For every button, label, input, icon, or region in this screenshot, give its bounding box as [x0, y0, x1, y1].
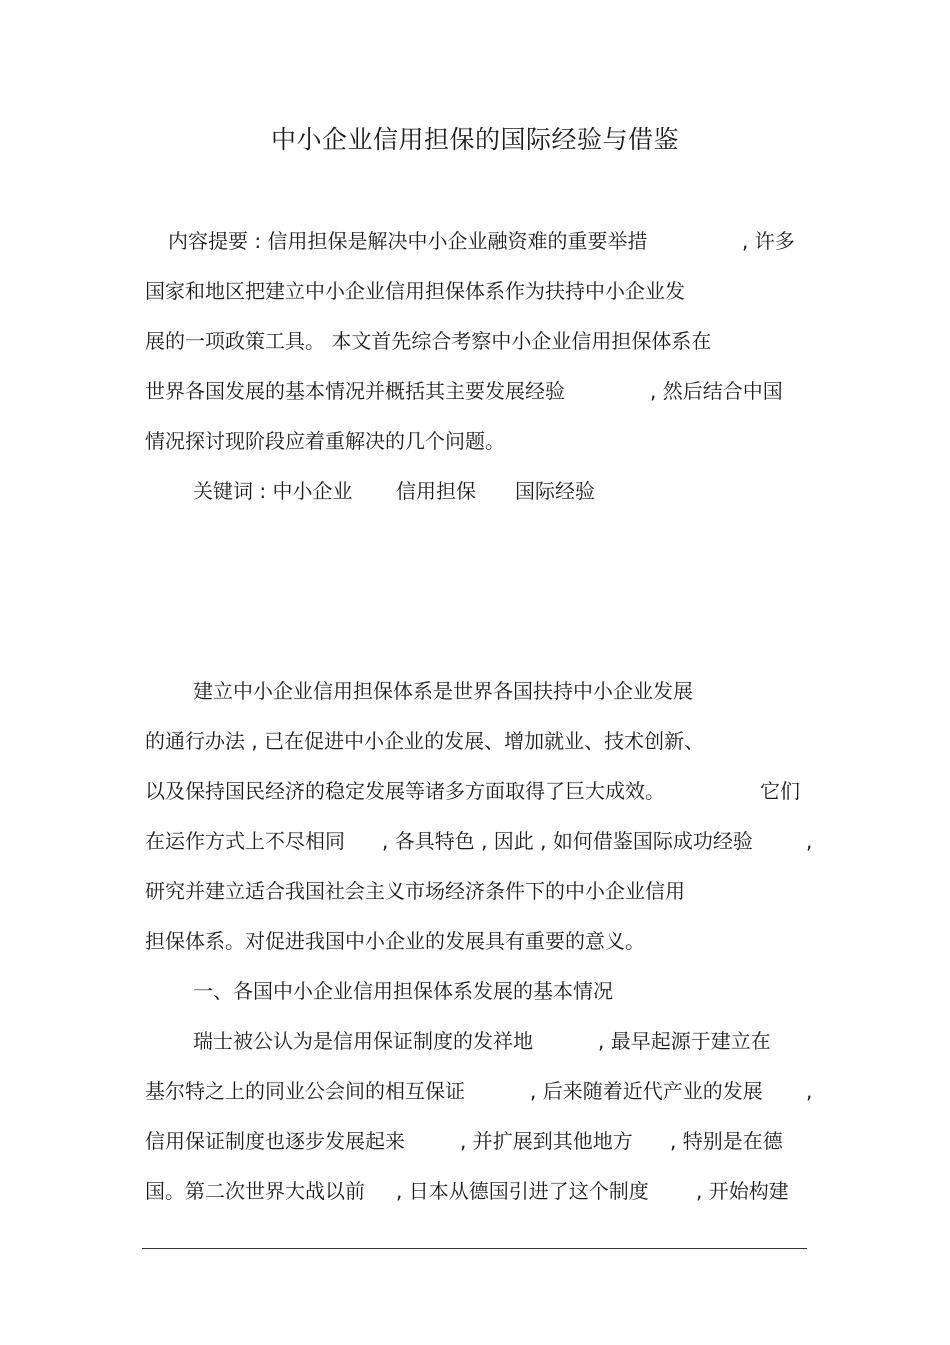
intro-line-4-comma: , — [806, 829, 813, 853]
section-line-3-tail: , 特别是在德 — [670, 1129, 783, 1153]
section-line-1-tail: , 最早起源于建立在 — [598, 1029, 771, 1053]
abstract-line-2: 国家和地区把建立中小企业信用担保体系作为扶持中小企业发 — [145, 279, 685, 303]
intro-line-5: 研究并建立适合我国社会主义市场经济条件下的中小企业信用 — [145, 879, 685, 903]
abstract-line-4-tail: , 然后结合中国 — [650, 379, 783, 403]
section-line-2: 基尔特之上的同业公会间的相互保证 — [145, 1079, 465, 1103]
document-title: 中小企业信用担保的国际经验与借鉴 — [270, 125, 679, 154]
intro-line-3-tail: 它们 — [760, 779, 800, 803]
abstract-text: 内容提要 : 信用担保是解决中小企业融资难的重要举措 — [168, 229, 648, 253]
intro-line-4-middle: , 各具特色 , 因此 , 如何借鉴国际成功经验 — [382, 829, 753, 853]
page-divider — [142, 1248, 807, 1249]
section-line-3: 信用保证制度也逐步发展起来 — [145, 1129, 405, 1153]
section-line-3-middle: , 并扩展到其他地方 — [460, 1129, 633, 1153]
abstract-line-3: 展的一项政策工具。 本文首先综合考察中小企业信用担保体系在 — [145, 329, 712, 353]
keyword-international-experience: 国际经验 — [515, 479, 595, 503]
abstract-line-1-tail: , 许多 — [742, 229, 795, 253]
intro-line-4: 在运作方式上不尽相同 — [145, 829, 345, 853]
section-line-2-middle: , 后来随着近代产业的发展 — [530, 1079, 763, 1103]
section-line-4-middle: , 日本从德国引进了这个制度 — [396, 1179, 649, 1203]
section-line-1: 瑞士被公认为是信用保证制度的发祥地 — [193, 1029, 533, 1053]
abstract-line-5: 情况探讨现阶段应着重解决的几个问题。 — [145, 429, 505, 453]
intro-line-6: 担保体系。对促进我国中小企业的发展具有重要的意义。 — [145, 929, 645, 953]
section-line-2-comma: , — [806, 1079, 813, 1103]
intro-line-3: 以及保持国民经济的稳定发展等诸多方面取得了巨大成效。 — [145, 779, 665, 803]
section-line-4: 国。第二次世界大战以前 — [145, 1179, 365, 1203]
keyword-credit-guarantee: 信用担保 — [396, 479, 476, 503]
section-heading: 一、各国中小企业信用担保体系发展的基本情况 — [193, 979, 613, 1003]
intro-line-1: 建立中小企业信用担保体系是世界各国扶持中小企业发展 — [193, 679, 693, 703]
section-line-4-tail: , 开始构建 — [696, 1179, 789, 1203]
abstract-line-1 — [168, 226, 647, 256]
abstract-line-4: 世界各国发展的基本情况并概括其主要发展经验 — [145, 379, 565, 403]
intro-line-2: 的通行办法 , 已在促进中小企业的发展、增加就业、技术创新、 — [145, 729, 705, 753]
keywords-label: 关键词 : 中小企业 — [193, 479, 353, 503]
